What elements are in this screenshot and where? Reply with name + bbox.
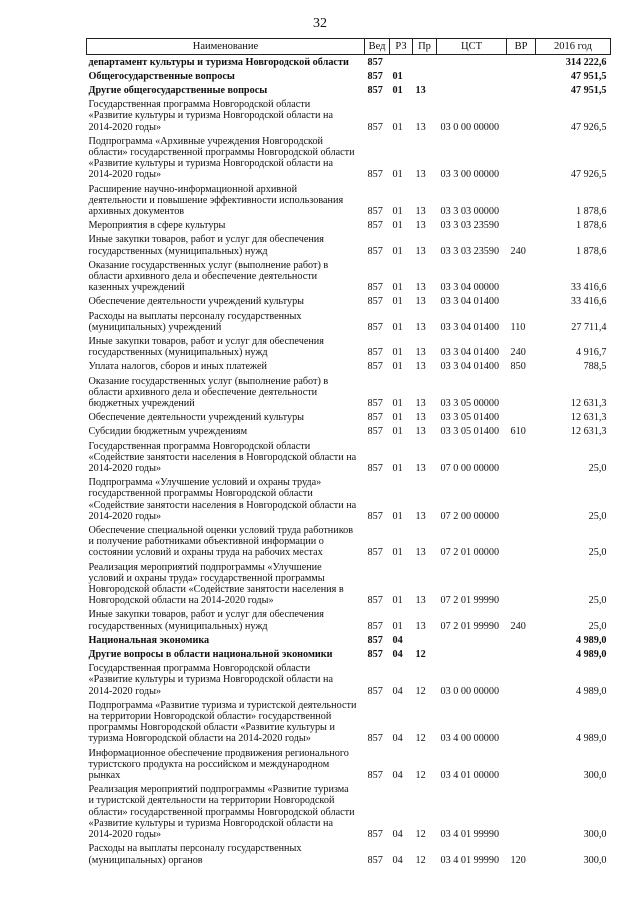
cell-cst: 03 3 05 01400 <box>440 426 500 438</box>
cell-cst: 03 3 04 00000 <box>440 282 500 294</box>
cell-name: Подпрограмма «Развитие туризма и туристской деятельности на территории Новгородской области» государственной программы Новгородской области «Развитие культуры и туризма Новгородской области на 2014-2020 годы» <box>88 699 357 745</box>
cell-ved: 857 <box>367 649 383 661</box>
cell-pr: 13 <box>415 245 426 257</box>
cell-sum: 4 916,7 <box>575 347 607 359</box>
cell-vr <box>507 295 536 309</box>
cell-vr <box>507 560 536 608</box>
cell-rz: 01 <box>392 220 403 232</box>
table-row <box>87 233 611 258</box>
cell-rz: 01 <box>392 70 403 82</box>
cell-cst: 03 0 00 00000 <box>440 121 500 133</box>
cell-ved: 857 <box>367 412 383 424</box>
cell-vr <box>507 258 536 295</box>
cell-pr: 13 <box>415 347 426 359</box>
table-row <box>87 309 611 334</box>
cell-rz <box>390 55 413 70</box>
cell-pr: 13 <box>415 220 426 232</box>
cell-rz: 01 <box>392 595 403 607</box>
cell-sum: 47 926,5 <box>570 121 607 133</box>
page-number: 32 <box>313 16 327 31</box>
cell-ved: 857 <box>367 426 383 438</box>
cell-ved: 857 <box>367 595 383 607</box>
cell-sum: 1 878,6 <box>575 220 607 232</box>
cell-sum: 47 951,5 <box>570 84 607 96</box>
cell-rz: 01 <box>392 121 403 133</box>
cell-ved: 857 <box>367 547 383 559</box>
cell-cst: 03 3 05 00000 <box>440 397 500 409</box>
cell-vr <box>507 83 536 97</box>
cell-name: Другие общегосударственные вопросы <box>88 84 268 96</box>
cell-ved: 857 <box>367 829 383 841</box>
cell-name: Обеспечение специальной оценки условий труда работников и получение работниками объективной информации о состоянии условий и охраны труда на рабочих местах <box>88 525 354 559</box>
cell-sum: 25,0 <box>588 510 607 522</box>
cell-rz: 04 <box>392 685 403 697</box>
cell-pr: 13 <box>415 84 426 96</box>
cell-vr <box>507 182 536 219</box>
cell-rz: 04 <box>392 649 403 661</box>
cell-pr: 13 <box>415 205 426 217</box>
cell-ved: 857 <box>367 56 383 68</box>
cell-cst: 07 2 01 99990 <box>440 595 500 607</box>
cell-name: Иные закупки товаров, работ и услуг для обеспечения государственных (муниципальных) нужд <box>88 335 324 359</box>
cell-sum: 25,0 <box>588 463 607 474</box>
cell-rz: 01 <box>392 296 403 308</box>
cell-ved: 857 <box>367 282 383 294</box>
header-ved: Вед <box>365 39 390 55</box>
table-row <box>87 425 611 439</box>
cell-sum: 1 878,6 <box>575 205 607 217</box>
cell-pr: 12 <box>415 854 426 866</box>
table-row <box>87 524 611 561</box>
cell-name: департамент культуры и туризма Новгородской области <box>88 56 349 68</box>
cell-name: Общегосударственные вопросы <box>88 70 235 82</box>
cell-vr <box>507 134 536 182</box>
cell-ved: 857 <box>367 733 383 745</box>
cell-vr <box>507 746 536 783</box>
table-row <box>87 182 611 219</box>
cell-sum: 300,0 <box>583 770 607 782</box>
cell-vr <box>507 648 536 662</box>
cell-cst: 03 3 04 01400 <box>440 361 500 373</box>
table-row <box>87 608 611 633</box>
cell-vr <box>507 662 536 699</box>
cell-ved: 857 <box>367 397 383 409</box>
cell-ved: 857 <box>367 220 383 232</box>
cell-sum: 300,0 <box>583 829 607 841</box>
cell-pr: 13 <box>415 169 426 181</box>
table-row <box>87 662 611 699</box>
cell-name: Уплата налогов, сборов и иных платежей <box>88 361 267 373</box>
header-pr: Пр <box>413 39 437 55</box>
cell-pr: 13 <box>415 463 426 474</box>
cell-pr: 13 <box>415 121 426 133</box>
table-row <box>87 134 611 182</box>
cell-rz: 01 <box>392 426 403 438</box>
cell-vr: 120 <box>510 854 526 866</box>
cell-cst <box>437 83 507 97</box>
cell-sum: 47 926,5 <box>570 169 607 181</box>
table-row <box>87 69 611 83</box>
cell-rz: 04 <box>392 854 403 866</box>
budget-table <box>86 38 611 867</box>
cell-pr: 13 <box>415 397 426 409</box>
cell-vr <box>507 633 536 647</box>
cell-pr: 12 <box>415 733 426 745</box>
cell-sum: 47 951,5 <box>570 70 607 82</box>
cell-vr <box>507 55 536 70</box>
cell-sum: 314 222,6 <box>565 56 607 68</box>
cell-cst: 07 0 00 00000 <box>440 463 500 474</box>
cell-rz: 04 <box>392 829 403 841</box>
cell-ved: 857 <box>367 634 383 646</box>
table-row <box>87 476 611 524</box>
cell-rz: 01 <box>392 169 403 181</box>
cell-name: Обеспечение деятельности учреждений культуры <box>88 296 305 308</box>
cell-pr: 13 <box>415 282 426 294</box>
cell-sum: 4 989,0 <box>575 649 607 661</box>
cell-ved: 857 <box>367 347 383 359</box>
cell-sum: 12 631,3 <box>570 397 607 409</box>
cell-sum: 788,5 <box>583 361 607 373</box>
cell-pr: 13 <box>415 296 426 308</box>
cell-pr: 13 <box>415 361 426 373</box>
cell-pr: 12 <box>415 649 426 661</box>
table-row <box>87 411 611 425</box>
cell-cst: 03 3 00 00000 <box>440 169 500 181</box>
cell-cst: 03 3 04 01400 <box>440 296 500 308</box>
cell-ved: 857 <box>367 463 383 474</box>
cell-rz: 01 <box>392 282 403 294</box>
cell-sum: 1 878,6 <box>575 245 607 257</box>
table-row <box>87 842 611 867</box>
cell-name: Другие вопросы в области национальной экономики <box>88 649 333 661</box>
cell-vr <box>507 524 536 561</box>
cell-rz: 04 <box>392 733 403 745</box>
table-body <box>87 55 611 868</box>
cell-ved: 857 <box>367 854 383 866</box>
table-row <box>87 746 611 783</box>
header-cst: ЦСТ <box>437 39 507 55</box>
cell-name: Оказание государственных услуг (выполнение работ) в области архивного дела и обеспечение деятельности бюджетных учреждений <box>88 375 329 409</box>
cell-sum: 25,0 <box>588 547 607 559</box>
cell-cst <box>437 69 507 83</box>
cell-vr <box>507 411 536 425</box>
cell-ved: 857 <box>367 245 383 257</box>
table-row <box>87 55 611 70</box>
cell-cst: 03 3 03 23590 <box>440 245 500 257</box>
cell-cst: 07 2 01 99990 <box>440 620 500 632</box>
table-row <box>87 648 611 662</box>
cell-name: Государственная программа Новгородской области «Развитие культуры и туризма Новгородской области на 2014-2020 годы» <box>88 99 333 133</box>
header-sum: 2016 год <box>536 39 611 55</box>
table-row <box>87 374 611 411</box>
cell-vr: 240 <box>510 620 526 632</box>
cell-name: Иные закупки товаров, работ и услуг для обеспечения государственных (муниципальных) нужд <box>88 234 324 257</box>
table-row <box>87 334 611 359</box>
cell-sum: 300,0 <box>583 854 607 866</box>
cell-cst: 03 4 01 99990 <box>440 854 500 866</box>
cell-rz: 01 <box>392 397 403 409</box>
cell-sum: 25,0 <box>588 595 607 607</box>
cell-name: Субсидии бюджетным учреждениям <box>88 426 248 438</box>
cell-cst: 03 3 03 00000 <box>440 205 500 217</box>
cell-vr <box>507 698 536 746</box>
table-row <box>87 633 611 647</box>
cell-name: Информационное обеспечение продвижения регионального туристского продукта на российском и международном рынках <box>88 747 349 782</box>
cell-vr: 240 <box>510 347 526 359</box>
cell-pr: 12 <box>415 685 426 697</box>
cell-rz: 01 <box>392 463 403 474</box>
table-row <box>87 83 611 97</box>
table-row <box>87 258 611 295</box>
cell-vr <box>507 439 536 476</box>
cell-cst: 03 4 00 00000 <box>440 733 500 745</box>
cell-ved: 857 <box>367 321 383 333</box>
cell-name: Реализация мероприятий подпрограммы «Развитие туризма и туристской деятельности на территории Новгородской области» государственной программы Новгородской области «Развитие культуры и туризма Новгородской области на 2014-2020 годы» <box>88 784 355 841</box>
cell-vr <box>507 783 536 842</box>
cell-sum: 33 416,6 <box>570 282 607 294</box>
cell-pr <box>413 55 437 70</box>
cell-ved: 857 <box>367 84 383 96</box>
cell-rz: 01 <box>392 245 403 257</box>
cell-pr: 13 <box>415 412 426 424</box>
cell-rz: 01 <box>392 205 403 217</box>
cell-name: Иные закупки товаров, работ и услуг для обеспечения государственных (муниципальных) нужд <box>88 609 324 632</box>
cell-pr: 13 <box>415 595 426 607</box>
header-rz: РЗ <box>390 39 413 55</box>
cell-cst: 03 3 05 01400 <box>440 412 500 424</box>
cell-cst: 03 3 04 01400 <box>440 347 500 359</box>
cell-name: Расширение научно-информационной архивной деятельности и повышение эффективности использования архивных документов <box>88 183 344 217</box>
header-vr: ВР <box>507 39 536 55</box>
cell-name: Подпрограмма «Архивные учреждения Новгородской области» государственной программы Новгородской области «Развитие культуры и туризма Новгородской области на 2014-2020 годы» <box>88 135 355 181</box>
cell-ved: 857 <box>367 205 383 217</box>
cell-ved: 857 <box>367 361 383 373</box>
cell-vr: 240 <box>510 245 526 257</box>
cell-rz: 01 <box>392 412 403 424</box>
cell-cst: 03 4 01 00000 <box>440 770 500 782</box>
cell-name: Обеспечение деятельности учреждений культуры <box>88 412 305 424</box>
cell-pr <box>413 69 437 83</box>
cell-name: Мероприятия в сфере культуры <box>88 220 226 232</box>
header-name: Наименование <box>87 39 365 55</box>
cell-pr: 13 <box>415 547 426 559</box>
cell-rz: 01 <box>392 84 403 96</box>
cell-cst: 03 3 04 01400 <box>440 321 500 333</box>
table-row <box>87 98 611 135</box>
cell-cst: 07 2 01 00000 <box>440 547 500 559</box>
cell-rz: 01 <box>392 347 403 359</box>
cell-cst: 03 4 01 99990 <box>440 829 500 841</box>
cell-name: Государственная программа Новгородской области «Содействие занятости населения в Новгородской области на 2014-2020 годы» <box>88 440 357 474</box>
cell-vr <box>507 476 536 524</box>
cell-vr <box>507 69 536 83</box>
table-row <box>87 439 611 476</box>
cell-ved: 857 <box>367 510 383 522</box>
cell-cst <box>437 633 507 647</box>
cell-pr: 13 <box>415 321 426 333</box>
cell-ved: 857 <box>367 685 383 697</box>
cell-cst <box>437 55 507 70</box>
table-row <box>87 698 611 746</box>
cell-sum: 4 989,0 <box>575 634 607 646</box>
cell-rz: 01 <box>392 620 403 632</box>
cell-sum: 12 631,3 <box>570 426 607 438</box>
cell-rz: 04 <box>392 770 403 782</box>
table-row <box>87 295 611 309</box>
cell-cst <box>437 648 507 662</box>
cell-cst: 03 0 00 00000 <box>440 685 500 697</box>
cell-sum: 27 711,4 <box>571 321 607 333</box>
cell-cst: 07 2 00 00000 <box>440 510 500 522</box>
cell-rz: 01 <box>392 510 403 522</box>
cell-sum: 33 416,6 <box>570 296 607 308</box>
cell-name: Государственная программа Новгородской области «Развитие культуры и туризма Новгородской области на 2014-2020 годы» <box>88 663 333 697</box>
cell-name: Оказание государственных услуг (выполнение работ) в области архивного дела и обеспечение деятельности казенных учреждений <box>88 259 329 294</box>
table-row <box>87 560 611 608</box>
cell-sum: 25,0 <box>588 620 607 632</box>
cell-cst: 03 3 03 23590 <box>440 220 500 232</box>
cell-pr: 13 <box>415 426 426 438</box>
cell-pr: 12 <box>415 770 426 782</box>
table-header <box>87 39 611 55</box>
cell-rz: 01 <box>392 547 403 559</box>
cell-pr <box>413 633 437 647</box>
cell-ved: 857 <box>367 169 383 181</box>
cell-name: Подпрограмма «Улучшение условий и охраны труда» государственной программы Новгородской области «Содействие занятости населения в Новгородской области на 2014-2020 годы» <box>88 477 357 522</box>
cell-ved: 857 <box>367 70 383 82</box>
cell-pr: 13 <box>415 510 426 522</box>
cell-pr: 13 <box>415 620 426 632</box>
cell-rz: 01 <box>392 321 403 333</box>
cell-ved: 857 <box>367 121 383 133</box>
cell-pr: 12 <box>415 829 426 841</box>
cell-vr <box>507 98 536 135</box>
cell-vr <box>507 374 536 411</box>
cell-name: Расходы на выплаты персоналу государственных (муниципальных) органов <box>88 843 302 866</box>
cell-vr: 110 <box>510 321 526 333</box>
cell-sum: 12 631,3 <box>570 412 607 424</box>
cell-vr: 610 <box>510 426 526 438</box>
table-row <box>87 783 611 842</box>
cell-vr <box>507 219 536 233</box>
cell-rz: 01 <box>392 361 403 373</box>
cell-name: Национальная экономика <box>88 634 210 646</box>
cell-rz: 04 <box>392 634 403 646</box>
cell-sum: 4 989,0 <box>575 685 607 697</box>
cell-ved: 857 <box>367 770 383 782</box>
cell-vr: 850 <box>510 361 526 373</box>
cell-name: Реализация мероприятий подпрограммы «Улучшение условий и охраны труда» государственной программы Новгородской области «Содействие занятости населения в Новгородской области на 2014-2020 годы» <box>88 561 344 607</box>
cell-sum: 4 989,0 <box>575 733 607 745</box>
cell-ved: 857 <box>367 296 383 308</box>
cell-name: Расходы на выплаты персоналу государственных (муниципальных) учреждений <box>88 310 302 333</box>
table-row <box>87 360 611 374</box>
table-row <box>87 219 611 233</box>
cell-ved: 857 <box>367 620 383 632</box>
